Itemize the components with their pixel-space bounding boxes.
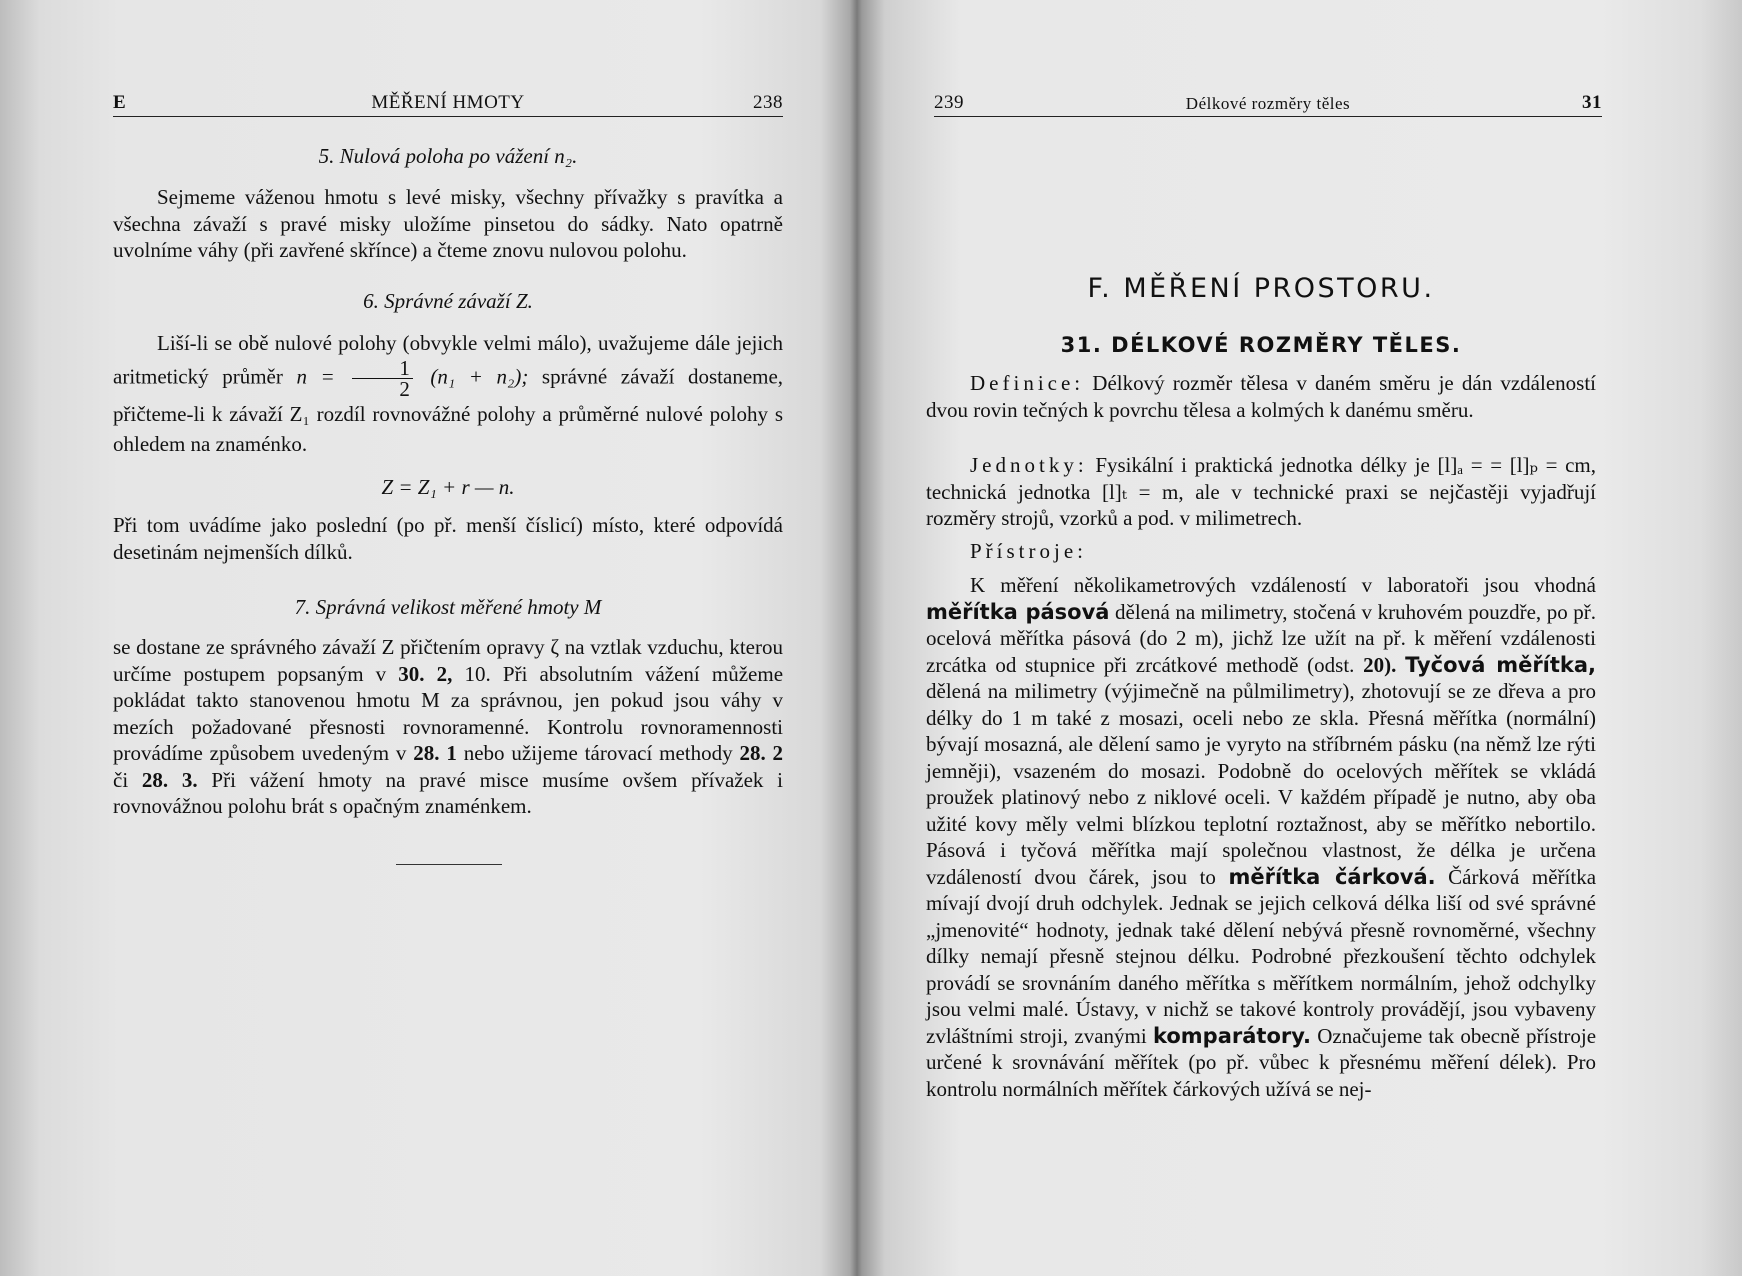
left-header-letter: E [113,92,127,113]
definition-text: Délkový rozměr tělesa v daném směru je dán vzdáleností dvou rovin tečných k povrchu tělesa a kolmých k danému směru. [926,371,1597,422]
mean-lhs: n = [296,364,335,389]
section-6-text-1: Liší-li se obě nulové polohy (obvykle velmi málo), uvažujeme dále jejich aritmetický průměr [113,331,783,389]
term-rod-measures: Tyčová měřítka, [1405,652,1597,677]
section-6-heading: 6. Správné závaží Z. [363,289,533,313]
fraction-numerator: 1 [352,358,413,379]
instr-ref-20: 20). [1363,652,1397,677]
right-running-header [934,90,1602,117]
term-comparators: komparátory. [1152,1023,1311,1048]
section-7-ref-4: 28. 3. [141,767,198,792]
section-6-paragraph [113,328,783,459]
section-7-text-e: Při vážení hmoty na pravé misce musíme ovšem přívažek i rovnovážnou polohu brát s opačným znaménkem. [113,767,783,818]
term-tape-measures: měřítka pásová [926,599,1110,624]
definition-label: Definice: [970,371,1085,395]
section-7-ref-2: 28. 1 [413,741,457,765]
section-title: 31. DÉLKOVÉ ROZMĚRY TĚLES. [1060,333,1462,357]
section-6-text-3: Při tom uvádíme jako poslední (po př. menší číslicí) místo, které odpovídá desetinám nejmenších dílků. [113,513,783,564]
right-header-title: Délkové rozměry těles [1185,94,1351,113]
section-7-text-d: či [113,767,129,792]
instruments-label-line [926,538,1596,565]
instr-text-e: Čárková měřítka mívají dvojí druh odchylek. Jednak se jejich celková délka liší od své správné „jmenovité“ hodnoty, jednak také dělení nebývá přesně rovnoměrné, všechny dílky nemají přesně stejnou délku. Podrobné přezkoušení těchto odchylek provádí se srovnáním daného měřítka s měřítkem normálním, jehož odchylky jsou velmi malé. Ústavy, v nichž se takové kontroly provádějí, jsou vybaveny zvláštními stroji, zvanými [926,864,1597,1048]
right-page [862,0,1742,1276]
fraction-denominator: 2 [399,377,410,401]
left-page [0,0,858,1276]
section-5-text: Sejmeme váženou hmotu s levé misky, všechny přívažky s pravítka a všechna závaží s pravé misky uložíme pinsetou do sádky. Nato opatrně uvolníme váhy (při zavřené skřínce) a čteme znovu nulovou polohu. [113,185,783,262]
left-header-title: MĚŘENÍ HMOTY [371,92,525,113]
instr-text-f: Označujeme tak obecně přístroje určené k srovnávání měřítek (po př. vůbec k přesnému měření délek). Pro kontrolu normálních měřítek čárkových užívá se nej- [926,1023,1597,1101]
section-6-note [113,512,783,565]
definition-paragraph [926,370,1596,423]
mean-rhs: (n₁ + n₂); [430,364,529,389]
section-5-paragraph [113,184,783,264]
instruments-label: Přístroje: [970,539,1087,563]
units-paragraph [926,452,1596,532]
units-text: Fysikální i praktická jednotka délky je [l]ₐ = = [l]ₚ = cm, technická jednotka [l]ₜ = m, ale v technické praxi se nejčastěji vyjadřují rozměry strojů, vzorků a pod. v milimetrech. [926,453,1596,530]
section-7-ref-1: 30. 2, [398,661,453,686]
end-rule [396,864,502,865]
section-6-text-2: správné závaží dostaneme, přičteme-li k závaží Z₁ rozdíl rovnovážné polohy a průměrné nulové polohy s ohledem na znaménko. [113,364,784,456]
instr-text-c: dělená na milimetry, stočená v kruhovém pouzdře, po př. ocelová měřítka pásová (do 2 m), jichž lze užít na př. k měření vzdálenosti zrcátka od stupnice při zrcátkové methodě (odst. [926,599,1597,677]
term-line-measures: měřítka čárková. [1228,864,1436,889]
instr-text-a: K měření několikametrových vzdáleností v laboratoři jsou vhodná [970,573,1596,597]
section-5-heading: 5. Nulová poloha po vážení n₂. [318,144,578,168]
right-header-page-number: 239 [934,92,964,113]
correct-weight-formula: Z = Z₁ + r — n. [381,475,515,499]
fraction-one-half [352,358,413,399]
units-label: Jednotky: [970,453,1088,477]
section-7-heading: 7. Správná velikost měřené hmoty M [294,595,602,619]
right-header-section-number: 31 [1582,92,1602,113]
section-7-text-c: nebo užijeme tárovací methody [463,741,733,765]
chapter-title: F. MĚŘENÍ PROSTORU. [1087,273,1435,304]
section-7-text-b: 10. Při absolutním vážení můžeme pokládat takto stanovenou hmotu M za správnou, jen pokud jsou váhy v mezích požadované přesnosti rovnoramenné. Kontrolu rovnoramennosti provádíme způsobem uvedeným v [113,661,784,765]
section-7-paragraph [113,634,783,820]
instr-text-d: dělená na milimetry (výjimečně na půlmilimetry), zhotovují se ze dřeva a pro délky do 1 m také z mosazi, oceli nebo ze skla. Přesná měřítka (normální) bývají mosazná, ale dělení samo je vyryto na stříbrném pásku (na němž lze rýti jemněji), vsazeném do mosazi. Podobně do ocelových měřítek se vkládá proužek platinový nebo z niklové oceli. V každém případě je nutno, aby oba užité kovy měly velmi blízkou teplotní roztažnost, aby se měřítko nebortilo. Pásová i tyčová měřítka mají společnou vlastnost, že délka je určena vzdáleností dvou čárek, jsou to [926,679,1596,889]
instruments-paragraph [926,572,1596,1102]
section-7-ref-3: 28. 2 [739,741,784,765]
left-running-header [113,90,783,117]
left-header-page-number: 238 [753,92,783,113]
section-7-text-a: se dostane ze správného závaží Z přičtením opravy ζ na vztlak vzduchu, kterou určíme postupem popsaným v [113,635,783,686]
